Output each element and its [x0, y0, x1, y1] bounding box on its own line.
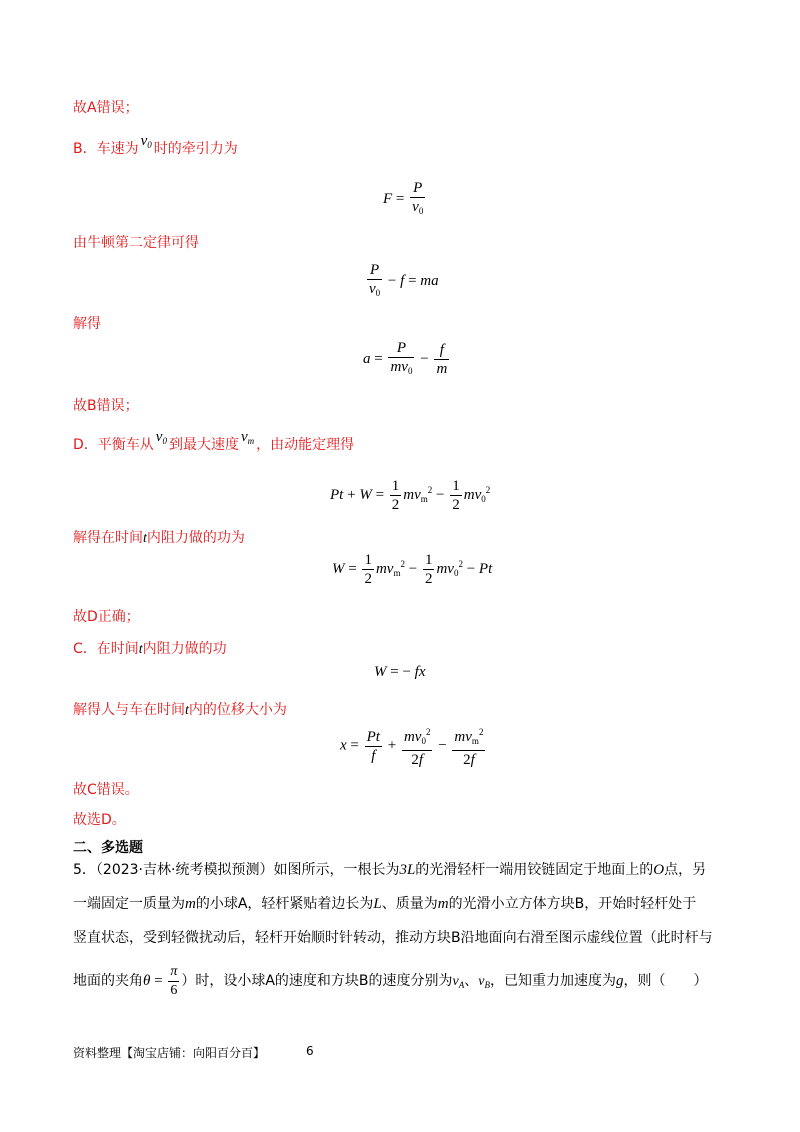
text-b-wrong: 故B错误；: [73, 398, 139, 414]
question-text-6: 、质量为: [381, 896, 438, 912]
text-c-wrong: 故C错误。: [73, 782, 139, 798]
question-text-2: 的光滑轻杆一端用铰链固定于地面上的: [415, 862, 654, 878]
question-text-11: ，已知重力加速度为: [489, 972, 616, 989]
question-text-9: 地面的夹角: [73, 972, 143, 989]
text-c-suffix: 内阻力做的功: [142, 641, 227, 657]
text-disp-suffix: 内的位移大小为: [188, 702, 287, 718]
equation-traction-force: F = $\frac{P}{v_0}$: [383, 180, 424, 216]
question-var-m1: m: [185, 896, 196, 912]
question-line-1: [73, 860, 706, 880]
text-b-prefix: B．车速为: [73, 141, 139, 157]
question-var-vb: $v_B$: [478, 973, 490, 990]
text-b-suffix: 时的牵引力为: [153, 141, 238, 157]
inline-var-t: t: [143, 531, 147, 546]
text-d-intro: [73, 429, 355, 454]
text-c-intro: [73, 638, 227, 658]
text-disp-intro: [73, 699, 287, 719]
question-line-2: [73, 894, 696, 914]
text-c-prefix: C．在时间: [73, 641, 139, 657]
inline-var-vm: $v_m$: [240, 429, 255, 446]
inline-var-t-2: t: [138, 642, 143, 657]
text-work-intro: [73, 527, 245, 547]
equation-w-fx: W = − fx: [374, 664, 426, 680]
question-text-7: 的光滑小立方体方块B，开始时轻杆处于: [448, 896, 697, 912]
text-d-right: 故D正确；: [73, 609, 140, 625]
section-title: 二、多选题: [73, 840, 143, 856]
question-text-1: 如图所示，一根长为: [273, 862, 400, 878]
equation-resistance-work: W = $\frac{1}{2}$ $mv_m^2$ − $\frac{1}{2}$ $mv_0^2 - Pt$: [332, 552, 493, 587]
question-var-3l: 3L: [399, 862, 416, 878]
equation-newton-second-law: $\frac{P}{v_0}$ − f = ma: [369, 262, 439, 298]
question-line-4: 地面的夹角θ = $\frac{\pi}{6}$ ）时，设小球A的速度和方块B的速度分别为$v_A$、$v_B$，已知重力加速度为g，则（ ）: [73, 964, 708, 998]
text-work-suffix: 内阻力做的功为: [146, 530, 245, 546]
question-text-10: ）时，设小球A的速度和方块B的速度分别为: [181, 972, 453, 989]
question-var-pi: π: [170, 964, 178, 979]
question-var-va: $v_A$: [452, 973, 465, 990]
text-d-prefix: D．平衡车从: [73, 437, 154, 453]
inline-var-v0: $v_0$: [140, 133, 152, 150]
text-solve-1: 解得: [73, 316, 101, 332]
question-var-theta: θ: [143, 972, 151, 989]
question-text-4: 一端固定一质量为: [73, 896, 185, 912]
question-theta-expr: θ = $\frac{\pi}{6}$: [143, 964, 178, 998]
equation-displacement: x = $\frac{Pt}{f}$ + $\frac{mv_0^2}{2f}$ − $\frac{mv_m^2}{2f}$: [340, 724, 487, 768]
text-b-intro: [73, 133, 238, 158]
question-var-l: L: [373, 896, 382, 912]
text-a-wrong: 故A错误；: [73, 100, 139, 116]
question-text-3: 点，另: [664, 862, 707, 878]
footer-text: 资料整理【淘宝店铺：向阳百分百】: [73, 1046, 266, 1060]
text-newton: 由牛顿第二定律可得: [73, 235, 199, 251]
equation-acceleration: a = $\frac{P}{mv_0}$ − $\frac{f}{m}$: [363, 340, 448, 377]
question-var-g: g: [615, 972, 624, 989]
inline-var-v0-2: $v_0$: [155, 429, 167, 446]
question-line-3: 竖直状态，受到轻微扰动后，轻杆开始顺时针转动，推动方块B沿地面向右滑至图示虚线位置（此时杆与: [73, 930, 713, 946]
question-var-six: 6: [170, 983, 178, 998]
text-disp-prefix: 解得人与车在时间: [73, 702, 185, 718]
question-source: （2023·吉林·统考模拟预测）: [95, 862, 274, 878]
question-number: 5．: [73, 862, 96, 878]
question-var-o: O: [653, 862, 665, 878]
inline-var-t-3: t: [185, 703, 189, 718]
page-number: 6: [306, 1044, 314, 1058]
equation-work-energy: Pt + W = $\frac{1}{2}$ $mv_m^2$ − $\frac{1}{2}$ $mv_0^2$: [330, 478, 491, 513]
question-text-12: ，则（ ）: [623, 972, 708, 989]
question-text-5: 的小球A，轻杆紧贴着边长为: [195, 896, 374, 912]
text-d-mid: 到最大速度: [168, 437, 239, 453]
text-answer: 故选D。: [73, 812, 126, 828]
question-var-m2: m: [437, 896, 449, 912]
text-work-prefix: 解得在时间: [73, 530, 143, 546]
text-d-suffix: ，由动能定理得: [256, 437, 355, 453]
